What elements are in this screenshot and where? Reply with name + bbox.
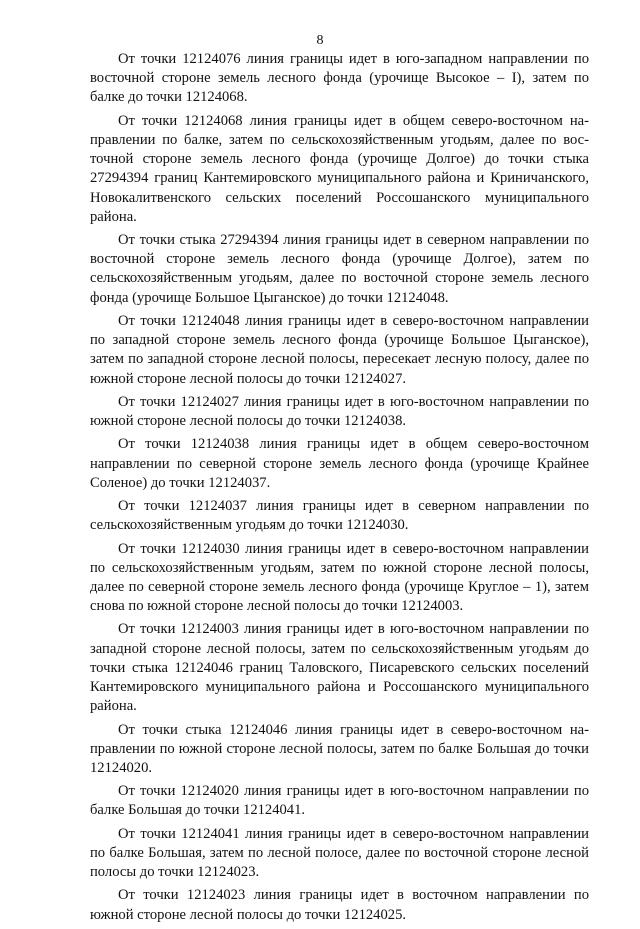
paragraph: От точки 12124027 линия границы идет в юго-восточном направлении по южной стороне лесной полосы до точки 12124038. [90,393,589,430]
paragraph: От точки 12124068 линия границы идет в общем северо-восточном направлении по балке, затем по сельскохозяйственным угодьям, далее по восточной стороне земель лесного фонда (урочище Долгое) до точки стыка 27294394 границ Кантемировского муниципального района и Криничанского, Новокалитвенского сельских поселений Россошанского муниципального района. [90,112,589,225]
paragraph: От точки 12124041 линия границы идет в северо-восточном направлении по балке Большая, затем по лесной полосе, далее по восточной стороне лесной полосы до точки 12124023. [90,825,589,881]
paragraph: От точки 12124003 линия границы идет в юго-восточном направлении по западной стороне лесной полосы, затем по сельскохозяйственным угодьям до точки стыка 12124046 границ Таловского, Писаревского сельских поселений Кантемировского муниципального района и Россошанского муниципального района. [90,621,589,715]
paragraph: От точки 12124030 линия границы идет в северо-восточном направлении по сельскохозяйственным угодьям, затем по южной стороне лесной полосы, далее по северной стороне земель лесного фонда (урочище Круглое – 1), затем снова по южной стороне лесной полосы до точки 12124003. [90,540,589,615]
paragraph: От точки 12124076 линия границы идет в юго-западном направлении по восточной стороне земель лесного фонда (урочище Высокое – I), затем по балке до точки 12124068. [90,51,589,106]
paragraph: От точки 12124020 линия границы идет в юго-восточном направлении по балке Большая до точки 12124041. [90,783,589,819]
paragraph: От точки стыка 27294394 линия границы идет в северном направлении по восточной стороне земель лесного фонда (урочище Долгое), затем по сельскохозяйственным угодьям, далее по восточной стороне земель лесного фонда (урочище Большое Цыганское) до точки 12124048. [90,232,589,306]
paragraph: От точки 12124023 линия границы идет в восточном направлении по южной стороне лесной полосы до точки 12124025. [90,887,589,923]
paragraph: От точки 12124038 линия границы идет в общем северо-восточном направлении по северной стороне земель лесного фонда (урочище Крайнее Соленое) до точки 12124037. [90,436,589,491]
page-number: 8 [316,33,324,48]
paragraph: От точки 12124048 линия границы идет в северо-восточном направлении по западной стороне земель лесного фонда (урочище Большое Цыганское), затем по западной стороне лесной полосы, пересекает лесную полосу, далее по южной стороне лесной полосы до точки 12124027. [90,312,589,387]
paragraph: От точки стыка 12124046 линия границы идет в северо-восточном направлении по южной стороне лесной полосы, затем по балке Большая до точки 12124020. [90,721,589,776]
document-body [90,50,589,929]
paragraph: От точки 12124037 линия границы идет в северном направлении по сельскохозяйственным угодьям до точки 12124030. [90,498,589,534]
